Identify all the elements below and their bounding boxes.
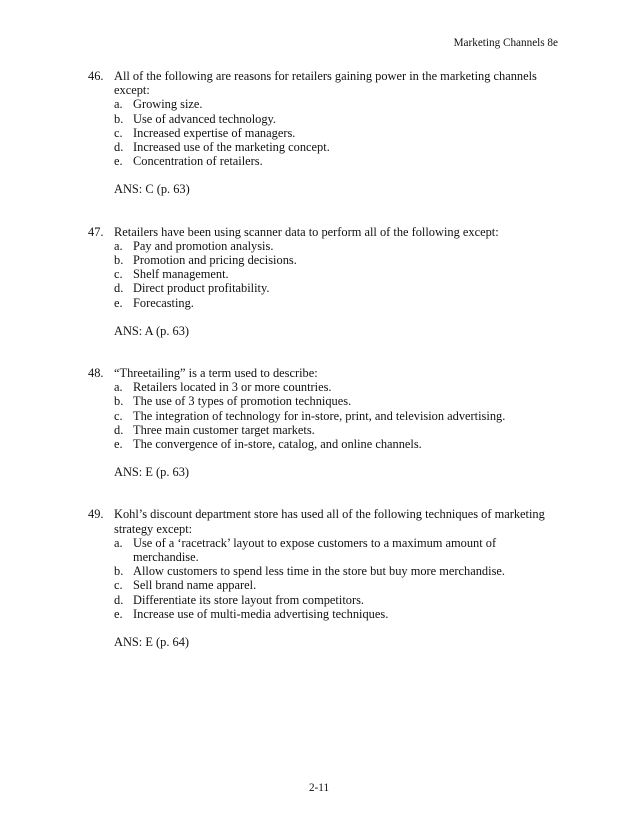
option-list xyxy=(114,380,558,451)
question-text: Kohl’s discount department store has used all of the following techniques of marketing strategy except: xyxy=(114,507,545,536)
question-number: 48. xyxy=(88,366,104,381)
option-text: Retailers located in 3 or more countries. xyxy=(133,380,332,395)
option-d xyxy=(114,140,558,154)
option-a xyxy=(114,97,558,111)
option-text: Use of advanced technology. xyxy=(133,111,277,126)
option-letter: b. xyxy=(114,111,124,126)
option-letter: e. xyxy=(114,295,123,310)
option-c xyxy=(114,126,558,140)
page-number: 2-11 xyxy=(308,782,330,794)
answer-key: ANS: E (p. 64) xyxy=(114,635,190,650)
option-text: Growing size. xyxy=(133,97,203,112)
option-letter: e. xyxy=(114,154,123,169)
option-e xyxy=(114,437,558,451)
option-d xyxy=(114,423,558,437)
option-a xyxy=(114,380,558,394)
question-number: 49. xyxy=(88,507,104,522)
option-d xyxy=(114,281,558,295)
option-text: The convergence of in-store, catalog, and online channels. xyxy=(133,437,422,452)
option-text: Sell brand name apparel. xyxy=(133,578,257,593)
option-letter: c. xyxy=(114,125,123,140)
option-text: Allow customers to spend less time in the store but buy more merchandise. xyxy=(133,564,505,579)
option-text: The integration of technology for in-store, print, and television advertising. xyxy=(133,408,506,423)
option-letter: d. xyxy=(114,281,124,296)
option-a xyxy=(114,536,558,564)
option-letter: a. xyxy=(114,380,123,395)
option-c xyxy=(114,578,558,592)
option-letter: b. xyxy=(114,253,124,268)
option-text: Three main customer target markets. xyxy=(133,422,315,437)
option-letter: e. xyxy=(114,437,123,452)
answer-key: ANS: A (p. 63) xyxy=(114,323,190,338)
option-text: Increase use of multi-media advertising techniques. xyxy=(133,606,389,621)
answer-key: ANS: C (p. 63) xyxy=(114,182,190,197)
option-c xyxy=(114,409,558,423)
option-letter: e. xyxy=(114,606,123,621)
option-list xyxy=(114,97,558,168)
question-48 xyxy=(88,366,558,479)
option-text: Direct product profitability. xyxy=(133,281,270,296)
option-text: Increased expertise of managers. xyxy=(133,125,296,140)
option-letter: a. xyxy=(114,97,123,112)
option-b xyxy=(114,394,558,408)
question-47 xyxy=(88,225,558,338)
option-letter: d. xyxy=(114,422,124,437)
option-letter: a. xyxy=(114,238,123,253)
question-number: 46. xyxy=(88,69,104,83)
question-text: “Threetailing” is a term used to describe: xyxy=(114,366,318,381)
option-list xyxy=(114,239,558,310)
question-text: Retailers have been using scanner data to perform all of the following except: xyxy=(114,224,499,239)
option-a xyxy=(114,239,558,253)
option-text: Differentiate its store layout from competitors. xyxy=(133,592,364,607)
question-46 xyxy=(88,69,558,197)
option-d xyxy=(114,593,558,607)
option-e xyxy=(114,607,558,621)
question-49 xyxy=(88,507,558,649)
option-e xyxy=(114,154,558,168)
option-letter: a. xyxy=(114,535,123,550)
option-text: Concentration of retailers. xyxy=(133,154,263,169)
option-text: Promotion and pricing decisions. xyxy=(133,253,297,268)
option-b xyxy=(114,564,558,578)
option-letter: b. xyxy=(114,564,124,579)
option-list xyxy=(114,536,558,621)
option-b xyxy=(114,253,558,267)
option-letter: d. xyxy=(114,592,124,607)
question-number: 47. xyxy=(88,224,104,239)
option-letter: d. xyxy=(114,140,124,155)
option-text: Shelf management. xyxy=(133,267,229,282)
answer-key: ANS: E (p. 63) xyxy=(114,465,190,480)
option-letter: c. xyxy=(114,578,123,593)
option-b xyxy=(114,112,558,126)
page-header: Marketing Channels 8e xyxy=(453,37,558,49)
option-e xyxy=(114,296,558,310)
option-c xyxy=(114,267,558,281)
option-text: Pay and promotion analysis. xyxy=(133,238,274,253)
option-text: Increased use of the marketing concept. xyxy=(133,140,330,155)
question-list xyxy=(88,69,558,677)
option-letter: b. xyxy=(114,394,124,409)
option-letter: c. xyxy=(114,408,123,423)
option-text: Forecasting. xyxy=(133,295,194,310)
option-text: The use of 3 types of promotion techniques. xyxy=(133,394,352,409)
question-text: All of the following are reasons for retailers gaining power in the marketing channels except: xyxy=(114,69,537,98)
option-text: Use of a ‘racetrack’ layout to expose customers to a maximum amount of merchandise. xyxy=(133,535,497,565)
option-letter: c. xyxy=(114,267,123,282)
